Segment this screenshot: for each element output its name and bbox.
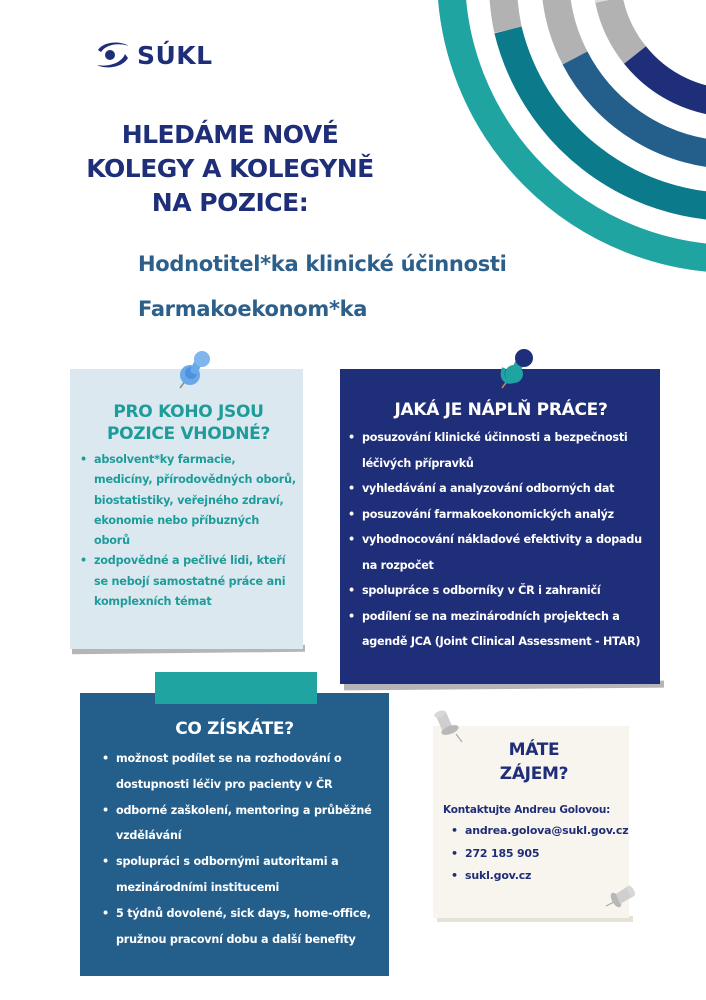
teal-navy-pushpin-icon (494, 348, 540, 392)
contact-lead: Kontaktujte Andreu Golovou: (443, 804, 611, 816)
who-list (80, 450, 297, 612)
contact-card (433, 726, 629, 918)
list-item: • spolupráci s odbornými autoritami a mezinárodními institucemi (102, 849, 383, 901)
who-card (70, 369, 303, 649)
position-title: Farmakoekonom*ka (138, 297, 368, 321)
contact-website[interactable]: • sukl.gov.cz (451, 865, 625, 888)
list-item: • možnost podílet se na rozhodování o dostupnosti léčiv pro pacienty v ČR (102, 746, 383, 798)
contact-phone[interactable]: • 272 185 905 (451, 843, 625, 866)
headline-line: HLEDÁME NOVÉ (121, 120, 339, 149)
contact-card-title: MÁTE ZÁJEM? (499, 740, 569, 784)
list-item: • absolvent*ky farmacie, medicíny, přírodovědných oborů, biostatistiky, veřejného zdraví, ekonomie nebo příbuzných oborů (80, 450, 297, 551)
teal-tape-icon (155, 672, 317, 704)
sukl-eye-swoosh-icon (95, 40, 131, 70)
list-item: • posuzování klinické účinnosti a bezpečnosti léčivých přípravků (348, 425, 654, 476)
list-item: • vyhodnocování nákladové efektivity a dopadu na rozpočet (348, 527, 654, 578)
duties-card (340, 369, 660, 684)
headline-line: NA POZICE: (151, 188, 309, 217)
list-item: • vyhledávání a analyzování odborných dat (348, 476, 654, 502)
gray-pushpin-icon (602, 880, 638, 916)
duties-list (348, 425, 654, 655)
list-item: • podílení se na mezinárodních projektech a agendě JCA (Joint Clinical Assessment - HTAR) (348, 604, 654, 655)
page-headline (40, 118, 420, 220)
contact-list (451, 820, 629, 888)
who-card-title: PRO KOHO JSOU POZICE VHODNÉ? (106, 402, 271, 444)
list-item: • odborné zaškolení, mentoring a průběžné vzdělávání (102, 798, 383, 850)
list-item: • zodpovědné a pečlivé lidi, kteří se nebojí samostatné práce ani komplexních témat (80, 551, 297, 612)
gray-pushpin-icon (430, 708, 468, 744)
list-item: • posuzování farmakoekonomických analýz (348, 502, 654, 528)
position-title: Hodnotitel*ka klinické účinnosti (138, 252, 507, 276)
headline-line: KOLEGY A KOLEGYNĚ (86, 154, 374, 183)
list-item: • spolupráce s odborníky v ČR i zahraničí (348, 578, 654, 604)
duties-card-title: JAKÁ JE NÁPLŇ PRÁCE? (394, 400, 608, 420)
contact-email[interactable]: • andrea.golova@sukl.gov.cz (451, 820, 625, 843)
brand-name: SÚKL (137, 40, 213, 70)
sukl-logo (95, 40, 213, 70)
benefits-list (102, 746, 383, 952)
list-item: • 5 týdnů dovolené, sick days, home-office, pružnou pracovní dobu a další benefity (102, 901, 383, 953)
benefits-card (80, 693, 389, 976)
blue-pushpin-icon (172, 350, 218, 392)
benefits-card-title: CO ZÍSKÁTE? (175, 719, 294, 739)
